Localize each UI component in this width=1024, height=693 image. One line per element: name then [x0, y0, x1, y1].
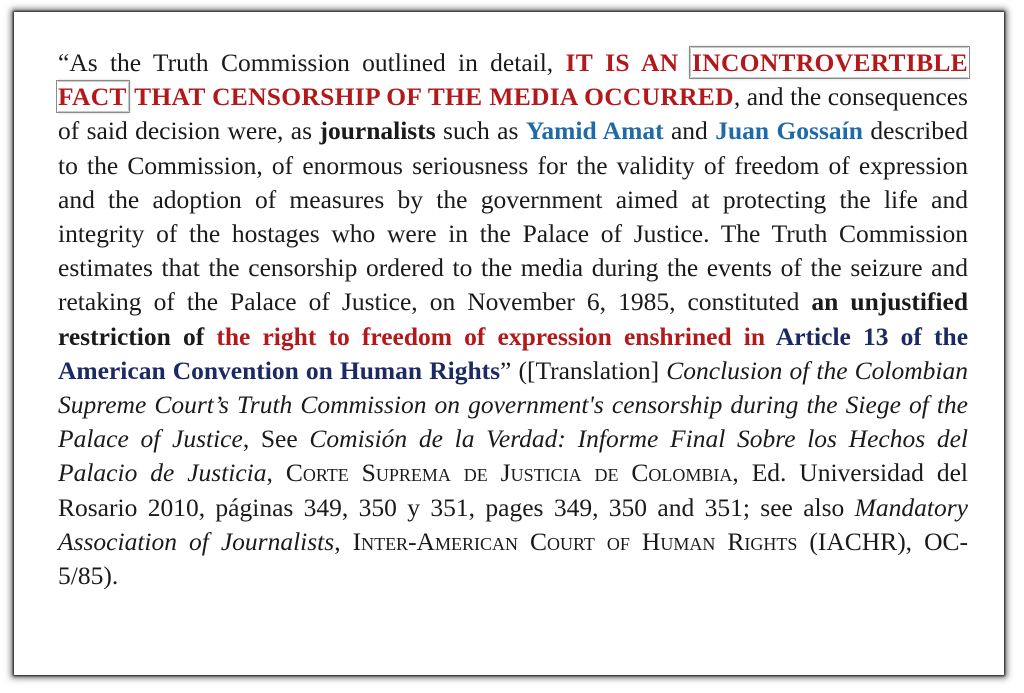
journalists-bold: journalists	[319, 116, 436, 146]
quote-text-3: and	[663, 116, 716, 146]
quote-open-text: “As the Truth Commission outlined in detail,	[58, 48, 566, 77]
citation-text-6: , See	[242, 424, 310, 454]
bold-restriction: an unjustified restriction of	[58, 287, 969, 351]
quote-text-4: described to the Commission, of enormous seriousness for the validity of freedom of expression and the adoption of measures by the government aimed at protecting the life and integrity of the hostages who were in the Palace of Justice. The Truth Commission estimates that the censorship ordered to the media during the events of the seizure and retaking of the Palace of Justice, on November 6, 1985, constituted	[58, 116, 969, 317]
citation-italic-1: Conclusion of the Colombian Supreme Court’s Truth Commission on government's censorship during the Siege of the Palace of Justice	[58, 355, 969, 454]
emphasis-red-3: the right to freedom of expression enshrined in	[216, 321, 776, 351]
article-reference: Article 13 of the American Convention on Human Rights	[58, 321, 969, 385]
journalist-name-2: Juan Gossaín	[715, 116, 863, 146]
citation-italic-3: Mandatory Association of Journalists	[58, 492, 968, 556]
citation-text-9: ,	[334, 526, 353, 556]
citation-text-5: ([Translation]	[511, 355, 667, 385]
journalist-name-1: Yamid Amat	[525, 116, 664, 146]
quote-card	[14, 12, 1004, 675]
quote-close: ”	[500, 355, 512, 385]
quote-paragraph	[58, 46, 968, 593]
citation-text-7: ,	[266, 458, 286, 488]
emphasis-red-1: IT IS AN	[565, 48, 692, 77]
quote-text-2: such as	[435, 116, 526, 146]
emphasis-red-2: THAT CENSORSHIP OF THE MEDIA OCCURRED	[127, 82, 734, 112]
citation-text-8: , Ed. Universidad del Rosario 2010, páginas 349, 350 y 351, pages 349, 350 and 351; see also	[58, 458, 968, 522]
highlighted-phrase-box: INCONTROVERTIBLE FACT	[58, 48, 968, 112]
citation-italic-2: Comisión de la Verdad: Informe Final Sobre los Hechos del Palacio de Justicia	[58, 424, 968, 488]
citation-smallcaps-2: Inter-American Court of Human Rights	[352, 526, 798, 556]
citation-smallcaps-1: Corte Suprema de Justicia de Colombia	[285, 458, 733, 488]
quote-text-1: , and the consequences of said decision were, as	[58, 82, 968, 146]
citation-text-10: (IACHR), OC-5/85).	[58, 526, 968, 591]
